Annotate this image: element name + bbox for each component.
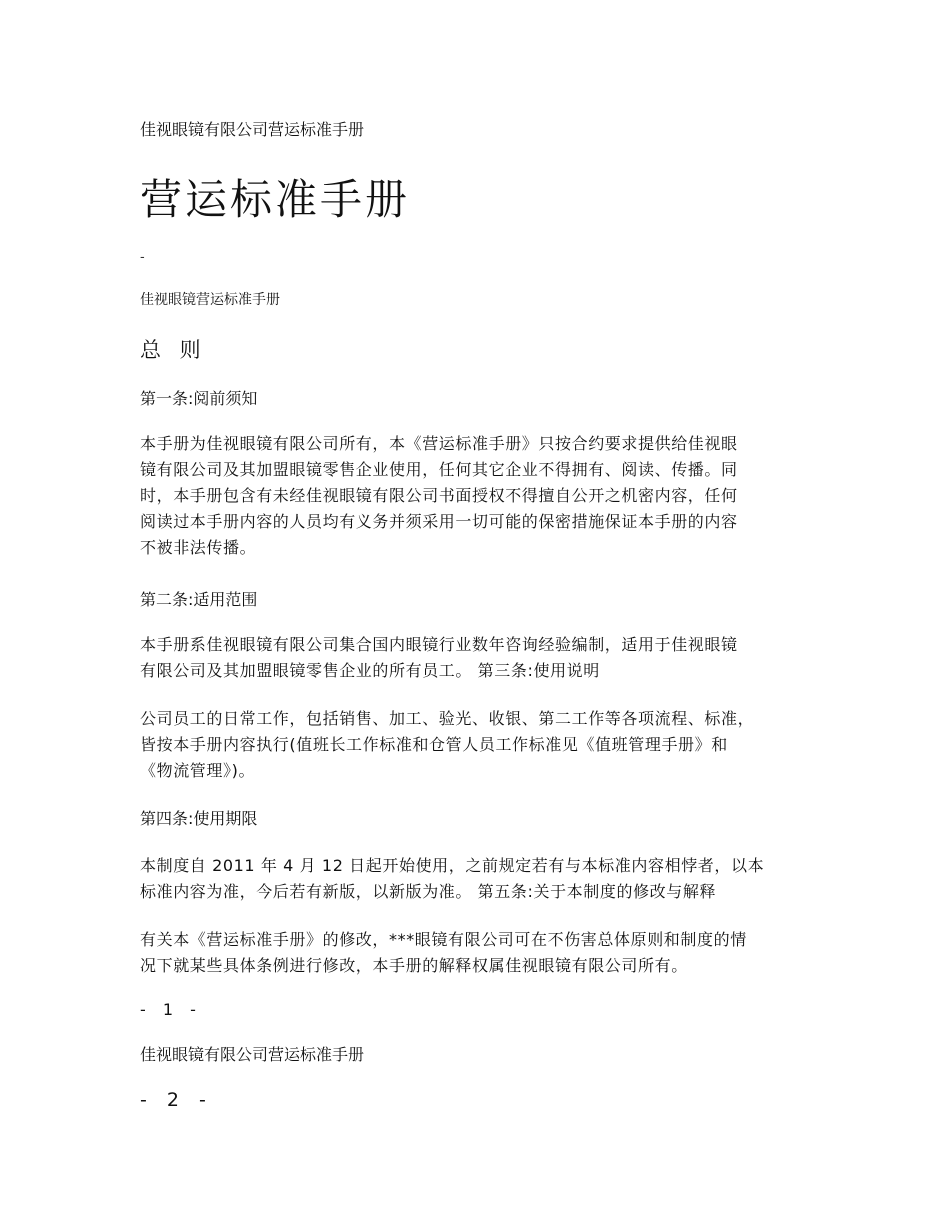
page-number-1: - 1 - [140,1000,202,1019]
article-4-line-1: 本制度自 2011 年 4 月 12 日起开始使用，之前规定若有与本标准内容相悖者，以本 [140,856,765,875]
running-header: 佳视眼镜有限公司营运标准手册 [140,120,365,139]
article-3-line-2: 皆按本手册内容执行(值班长工作标准和仓管人员工作标准见《值班管理手册》和 [140,735,728,754]
article-1-line-3: 时，本手册包含有未经佳视眼镜有限公司书面授权不得擅自公开之机密内容，任何 [140,486,738,505]
article-4-body [140,853,810,905]
article-4-title: 第四条:使用期限 [140,809,258,828]
dash-separator: - [140,250,145,265]
article-1-line-5: 不被非法传播。 [140,538,257,557]
running-title-footer: 佳视眼镜有限公司营运标准手册 [140,1045,365,1064]
article-1-title: 第一条:阅前须知 [140,389,258,408]
article-4-line-2: 标准内容为准，今后若有新版，以新版为准。 第五条:关于本制度的修改与解释 [140,882,717,901]
article-5-line-1: 有关本《营运标准手册》的修改，***眼镜有限公司可在不伤害总体原则和制度的情 [140,930,747,949]
article-3-line-3: 《物流管理》)。 [140,761,256,780]
page-number-2: - 2 - [140,1089,213,1111]
article-2-body [140,632,810,684]
article-5-line-2: 况下就某些具体条例进行修改，本手册的解释权属佳视眼镜有限公司所有。 [140,956,688,975]
section-heading: 总 则 [140,338,207,362]
article-3-line-1: 公司员工的日常工作，包括销售、加工、验光、收银、第二工作等各项流程、标准， [140,709,755,728]
document-title: 营运标准手册 [140,175,411,224]
article-1-line-2: 镜有限公司及其加盟眼镜零售企业使用，任何其它企业不得拥有、阅读、传播。同 [140,460,738,479]
article-1-line-1: 本手册为佳视眼镜有限公司所有，本《营运标准手册》只按合约要求提供给佳视眼 [140,434,738,453]
article-2-line-2: 有限公司及其加盟眼镜零售企业的所有员工。 第三条:使用说明 [140,661,600,680]
article-5-body [140,927,810,979]
document-subtitle: 佳视眼镜营运标准手册 [140,292,280,308]
article-1-line-4: 阅读过本手册内容的人员均有义务并须采用一切可能的保密措施保证本手册的内容 [140,512,738,531]
article-2-line-1: 本手册系佳视眼镜有限公司集合国内眼镜行业数年咨询经验编制，适用于佳视眼镜 [140,635,738,654]
article-3-body [140,706,810,784]
article-1-body [140,431,810,561]
article-2-title: 第二条:适用范围 [140,590,258,609]
